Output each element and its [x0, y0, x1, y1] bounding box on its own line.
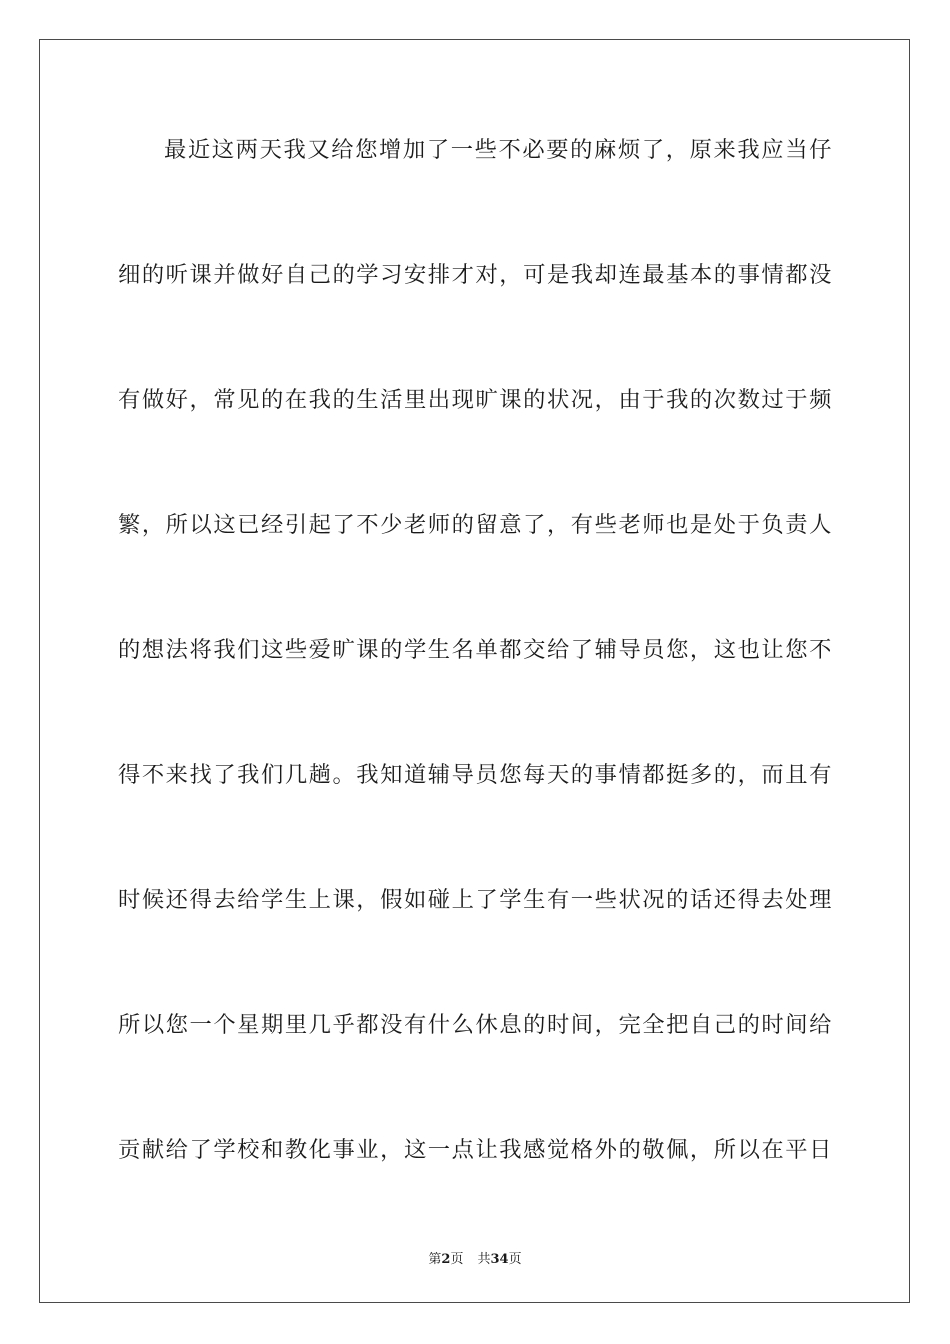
- page-footer: [0, 1248, 950, 1267]
- text-line: 的想法将我们这些爱旷课的学生名单都交给了辅导员您，这也让您不: [118, 637, 832, 663]
- text-line: 贡献给了学校和教化事业，这一点让我感觉格外的敬佩，所以在平日: [118, 1137, 832, 1163]
- total-pages: 34: [490, 1252, 509, 1267]
- text-line: 得不来找了我们几趟。我知道辅导员您每天的事情都挺多的，而且有: [118, 762, 832, 788]
- total-prefix: 共: [477, 1252, 491, 1267]
- total-pages-label: [477, 1252, 521, 1267]
- text-line: 最近这两天我又给您增加了一些不必要的麻烦了，原来我应当仔: [164, 137, 832, 163]
- text-line: 所以您一个星期里几乎都没有什么休息的时间，完全把自己的时间给: [118, 1012, 832, 1038]
- text-line: 繁，所以这已经引起了不少老师的留意了，有些老师也是处于负责人: [118, 512, 832, 538]
- total-suffix: 页: [508, 1252, 522, 1267]
- page-suffix: 页: [450, 1252, 464, 1267]
- text-line: 细的听课并做好自己的学习安排才对，可是我却连最基本的事情都没: [118, 262, 832, 288]
- body-text: [118, 125, 832, 1250]
- text-line: 有做好，常见的在我的生活里出现旷课的状况，由于我的次数过于频: [118, 387, 832, 413]
- text-line: 时候还得去给学生上课，假如碰上了学生有一些状况的话还得去处理: [118, 887, 832, 913]
- page-number-label: [428, 1252, 463, 1267]
- page-prefix: 第: [428, 1252, 442, 1267]
- page-number: 2: [441, 1252, 451, 1267]
